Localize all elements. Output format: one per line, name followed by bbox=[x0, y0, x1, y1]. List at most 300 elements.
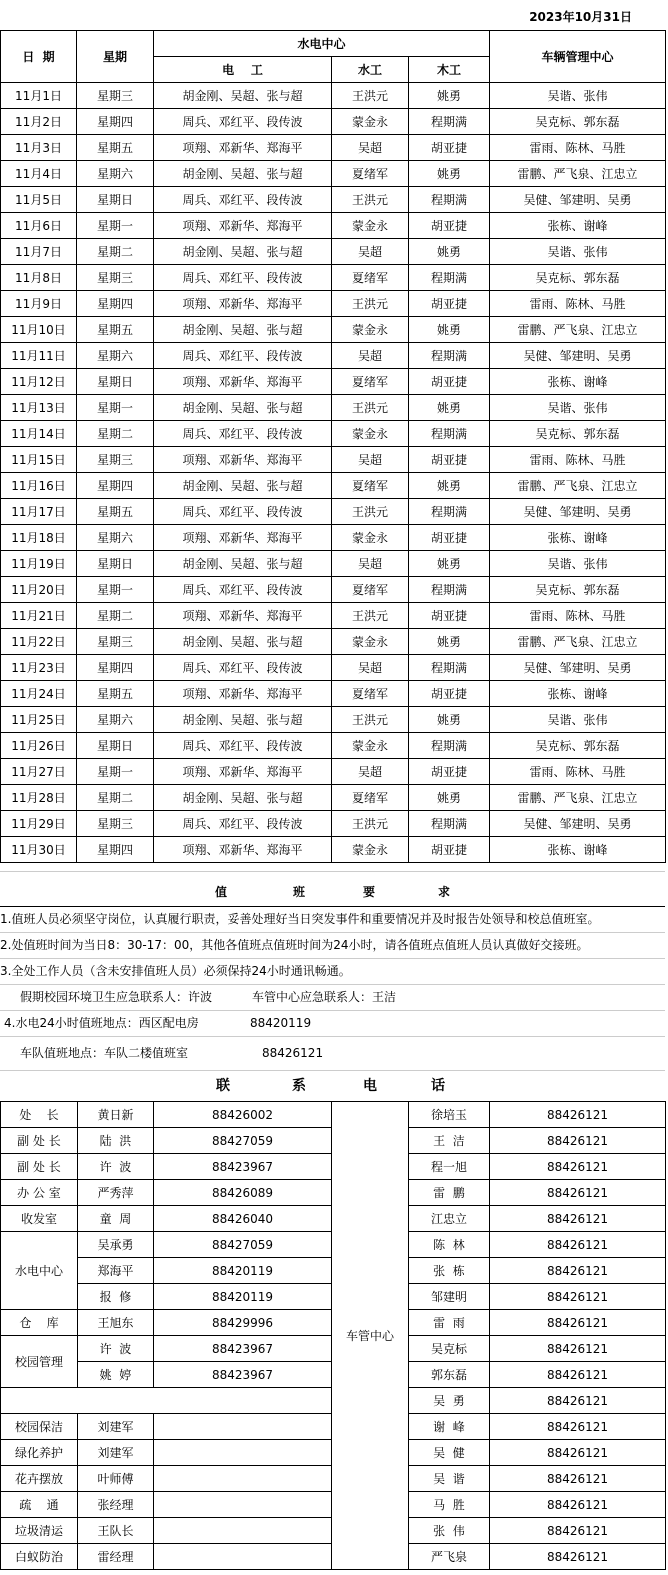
schedule-cell-electricians: 项翔、邓新华、郑海平 bbox=[154, 291, 332, 317]
vehicle-contact-phone: 88426121 bbox=[490, 1258, 666, 1284]
contact-role: 白蚁防治 bbox=[1, 1544, 78, 1570]
schedule-cell-electricians: 周兵、邓红平、段传波 bbox=[154, 655, 332, 681]
vehicle-contact-name: 马 胜 bbox=[409, 1492, 490, 1518]
schedule-cell-carpenter: 姚勇 bbox=[409, 161, 490, 187]
schedule-cell-plumber: 吴超 bbox=[332, 759, 409, 785]
contact-phone bbox=[154, 1518, 332, 1544]
schedule-cell-carpenter: 程期满 bbox=[409, 733, 490, 759]
vehicle-contact-phone: 88426121 bbox=[490, 1284, 666, 1310]
schedule-cell-weekday: 星期六 bbox=[77, 525, 154, 551]
schedule-cell-vehicle-staff: 雷雨、陈林、马胜 bbox=[490, 135, 666, 161]
schedule-cell-electricians: 周兵、邓红平、段传波 bbox=[154, 811, 332, 837]
schedule-cell-vehicle-staff: 吴谐、张伟 bbox=[490, 395, 666, 421]
schedule-cell-date: 11月24日 bbox=[1, 681, 77, 707]
vehicle-center-label: 车管中心 bbox=[332, 1102, 409, 1570]
contact-phone bbox=[154, 1544, 332, 1570]
contacts-title-char: 电 bbox=[363, 1078, 377, 1094]
contact-role: 花卉摆放 bbox=[1, 1466, 78, 1492]
schedule-cell-carpenter: 程期满 bbox=[409, 187, 490, 213]
contact-phone: 88427059 bbox=[154, 1232, 332, 1258]
vehicle-contact-phone: 88426121 bbox=[490, 1362, 666, 1388]
schedule-cell-electricians: 项翔、邓新华、郑海平 bbox=[154, 681, 332, 707]
schedule-cell-plumber: 夏绪军 bbox=[332, 265, 409, 291]
schedule-cell-carpenter: 姚勇 bbox=[409, 395, 490, 421]
contact-phone: 88426040 bbox=[154, 1206, 332, 1232]
schedule-cell-weekday: 星期二 bbox=[77, 785, 154, 811]
schedule-cell-electricians: 胡金刚、吴超、张与超 bbox=[154, 629, 332, 655]
utility-duty-location: 4.水电24小时值班地点：西区配电房 bbox=[4, 1016, 199, 1030]
contact-phone bbox=[154, 1414, 332, 1440]
schedule-cell-electricians: 周兵、邓红平、段传波 bbox=[154, 343, 332, 369]
contact-phone bbox=[154, 1492, 332, 1518]
schedule-cell-vehicle-staff: 吴健、邹建明、吴勇 bbox=[490, 343, 666, 369]
schedule-cell-weekday: 星期三 bbox=[77, 265, 154, 291]
schedule-cell-weekday: 星期日 bbox=[77, 187, 154, 213]
schedule-cell-plumber: 夏绪军 bbox=[332, 369, 409, 395]
contacts-title-char: 话 bbox=[431, 1078, 445, 1094]
schedule-cell-plumber: 王洪元 bbox=[332, 499, 409, 525]
schedule-cell-carpenter: 胡亚捷 bbox=[409, 213, 490, 239]
schedule-cell-date: 11月3日 bbox=[1, 135, 77, 161]
schedule-cell-weekday: 星期三 bbox=[77, 811, 154, 837]
fleet-duty-phone: 88426121 bbox=[262, 1046, 324, 1060]
schedule-cell-weekday: 星期五 bbox=[77, 499, 154, 525]
schedule-cell-weekday: 星期六 bbox=[77, 707, 154, 733]
contact-role: 副 处 长 bbox=[1, 1128, 78, 1154]
schedule-cell-carpenter: 姚勇 bbox=[409, 551, 490, 577]
schedule-cell-electricians: 周兵、邓红平、段传波 bbox=[154, 499, 332, 525]
schedule-row bbox=[1, 707, 666, 733]
vehicle-contact-phone: 88426121 bbox=[490, 1128, 666, 1154]
contact-name: 刘建军 bbox=[78, 1414, 154, 1440]
schedule-row bbox=[1, 395, 666, 421]
schedule-row bbox=[1, 343, 666, 369]
vehicle-contact-name: 邹建明 bbox=[409, 1284, 490, 1310]
schedule-cell-vehicle-staff: 吴健、邹建明、吴勇 bbox=[490, 499, 666, 525]
schedule-cell-electricians: 胡金刚、吴超、张与超 bbox=[154, 473, 332, 499]
schedule-cell-weekday: 星期日 bbox=[77, 551, 154, 577]
schedule-cell-weekday: 星期四 bbox=[77, 473, 154, 499]
contact-phone: 88420119 bbox=[154, 1258, 332, 1284]
vehicle-contact-name: 徐培玉 bbox=[409, 1102, 490, 1128]
schedule-cell-carpenter: 姚勇 bbox=[409, 785, 490, 811]
schedule-row bbox=[1, 109, 666, 135]
schedule-cell-date: 11月10日 bbox=[1, 317, 77, 343]
schedule-cell-date: 11月8日 bbox=[1, 265, 77, 291]
vehicle-contact-name: 雷 雨 bbox=[409, 1310, 490, 1336]
header-electrician: 电 工 bbox=[154, 57, 332, 83]
contact-name: 吴承勇 bbox=[78, 1232, 154, 1258]
requirements-title-char: 要 bbox=[363, 885, 377, 899]
schedule-cell-vehicle-staff: 吴谐、张伟 bbox=[490, 83, 666, 109]
vehicle-contact-name: 程一旭 bbox=[409, 1154, 490, 1180]
schedule-cell-vehicle-staff: 雷雨、陈林、马胜 bbox=[490, 759, 666, 785]
contacts-table bbox=[0, 1101, 666, 1570]
vehicle-contact-phone: 88426121 bbox=[490, 1388, 666, 1414]
schedule-cell-electricians: 项翔、邓新华、郑海平 bbox=[154, 213, 332, 239]
schedule-cell-carpenter: 程期满 bbox=[409, 109, 490, 135]
schedule-cell-weekday: 星期五 bbox=[77, 135, 154, 161]
schedule-cell-date: 11月27日 bbox=[1, 759, 77, 785]
schedule-row bbox=[1, 317, 666, 343]
schedule-cell-plumber: 蒙金永 bbox=[332, 629, 409, 655]
schedule-row bbox=[1, 135, 666, 161]
holiday-emergency-contact: 假期校园环境卫生应急联系人：许波 bbox=[20, 990, 213, 1004]
contact-name: 陆 洪 bbox=[78, 1128, 154, 1154]
vehicle-contact-phone: 88426121 bbox=[490, 1180, 666, 1206]
schedule-cell-vehicle-staff: 雷鹏、严飞泉、江忠立 bbox=[490, 317, 666, 343]
schedule-cell-plumber: 蒙金永 bbox=[332, 317, 409, 343]
emergency-contacts-row bbox=[0, 984, 665, 1011]
schedule-cell-date: 11月4日 bbox=[1, 161, 77, 187]
schedule-cell-electricians: 胡金刚、吴超、张与超 bbox=[154, 239, 332, 265]
contact-name: 王旭东 bbox=[78, 1310, 154, 1336]
schedule-cell-plumber: 王洪元 bbox=[332, 83, 409, 109]
vehicle-contact-name: 吴克标 bbox=[409, 1336, 490, 1362]
schedule-row bbox=[1, 187, 666, 213]
schedule-cell-plumber: 王洪元 bbox=[332, 395, 409, 421]
utility-duty-location-row bbox=[0, 1010, 665, 1037]
contact-name: 童 周 bbox=[78, 1206, 154, 1232]
schedule-cell-date: 11月9日 bbox=[1, 291, 77, 317]
schedule-cell-carpenter: 姚勇 bbox=[409, 317, 490, 343]
schedule-cell-weekday: 星期三 bbox=[77, 629, 154, 655]
schedule-cell-date: 11月1日 bbox=[1, 83, 77, 109]
schedule-cell-carpenter: 姚勇 bbox=[409, 629, 490, 655]
schedule-cell-weekday: 星期一 bbox=[77, 577, 154, 603]
header-date: 日 期 bbox=[1, 31, 77, 83]
contact-role: 收发室 bbox=[1, 1206, 78, 1232]
schedule-cell-weekday: 星期二 bbox=[77, 421, 154, 447]
schedule-cell-vehicle-staff: 雷雨、陈林、马胜 bbox=[490, 603, 666, 629]
schedule-cell-electricians: 胡金刚、吴超、张与超 bbox=[154, 161, 332, 187]
schedule-cell-carpenter: 姚勇 bbox=[409, 239, 490, 265]
schedule-cell-vehicle-staff: 吴谐、张伟 bbox=[490, 551, 666, 577]
schedule-cell-weekday: 星期日 bbox=[77, 369, 154, 395]
schedule-cell-plumber: 夏绪军 bbox=[332, 473, 409, 499]
schedule-cell-vehicle-staff: 吴健、邹建明、吴勇 bbox=[490, 811, 666, 837]
vehicle-contact-phone: 88426121 bbox=[490, 1492, 666, 1518]
vehicle-contact-phone: 88426121 bbox=[490, 1440, 666, 1466]
schedule-cell-date: 11月16日 bbox=[1, 473, 77, 499]
contact-name: 王队长 bbox=[78, 1518, 154, 1544]
requirements-title-char: 班 bbox=[293, 885, 307, 899]
schedule-cell-carpenter: 胡亚捷 bbox=[409, 759, 490, 785]
schedule-cell-carpenter: 程期满 bbox=[409, 421, 490, 447]
schedule-cell-plumber: 王洪元 bbox=[332, 707, 409, 733]
vehicle-contact-phone: 88426121 bbox=[490, 1232, 666, 1258]
contacts-title-char: 联 bbox=[216, 1078, 230, 1094]
schedule-cell-date: 11月28日 bbox=[1, 785, 77, 811]
fleet-duty-location: 车队值班地点：车队二楼值班室 bbox=[20, 1046, 189, 1060]
schedule-cell-weekday: 星期三 bbox=[77, 83, 154, 109]
schedule-cell-date: 11月18日 bbox=[1, 525, 77, 551]
schedule-cell-plumber: 夏绪军 bbox=[332, 681, 409, 707]
schedule-cell-vehicle-staff: 雷雨、陈林、马胜 bbox=[490, 447, 666, 473]
schedule-cell-electricians: 胡金刚、吴超、张与超 bbox=[154, 707, 332, 733]
schedule-cell-carpenter: 程期满 bbox=[409, 655, 490, 681]
schedule-cell-date: 11月20日 bbox=[1, 577, 77, 603]
schedule-cell-vehicle-staff: 吴谐、张伟 bbox=[490, 239, 666, 265]
contact-phone: 88423967 bbox=[154, 1362, 332, 1388]
document-date: 2023年10月31日 bbox=[529, 10, 632, 24]
schedule-cell-weekday: 星期日 bbox=[77, 733, 154, 759]
contact-name: 雷经理 bbox=[78, 1544, 154, 1570]
schedule-cell-plumber: 吴超 bbox=[332, 655, 409, 681]
schedule-row bbox=[1, 213, 666, 239]
schedule-cell-weekday: 星期四 bbox=[77, 291, 154, 317]
schedule-cell-electricians: 周兵、邓红平、段传波 bbox=[154, 421, 332, 447]
date-header bbox=[0, 0, 668, 30]
schedule-cell-weekday: 星期四 bbox=[77, 655, 154, 681]
schedule-cell-electricians: 周兵、邓红平、段传波 bbox=[154, 109, 332, 135]
schedule-cell-vehicle-staff: 吴克标、郭东磊 bbox=[490, 421, 666, 447]
schedule-cell-date: 11月17日 bbox=[1, 499, 77, 525]
schedule-cell-date: 11月15日 bbox=[1, 447, 77, 473]
fleet-duty-location-row bbox=[0, 1036, 665, 1071]
schedule-row bbox=[1, 733, 666, 759]
contact-role: 疏 通 bbox=[1, 1492, 78, 1518]
requirement-item: 1.值班人员必须坚守岗位，认真履行职责，妥善处理好当日突发事件和重要情况并及时报告处领导和校总值班室。 bbox=[0, 906, 665, 933]
schedule-row bbox=[1, 785, 666, 811]
schedule-row bbox=[1, 655, 666, 681]
schedule-cell-plumber: 吴超 bbox=[332, 551, 409, 577]
vehicle-contact-phone: 88426121 bbox=[490, 1206, 666, 1232]
contact-role: 校园保洁 bbox=[1, 1414, 78, 1440]
schedule-cell-date: 11月13日 bbox=[1, 395, 77, 421]
schedule-row bbox=[1, 603, 666, 629]
schedule-row bbox=[1, 759, 666, 785]
schedule-cell-weekday: 星期五 bbox=[77, 681, 154, 707]
contact-name: 许 波 bbox=[78, 1154, 154, 1180]
schedule-cell-carpenter: 程期满 bbox=[409, 343, 490, 369]
requirements-title-char: 值 bbox=[215, 885, 229, 899]
vehicle-contact-name: 郭东磊 bbox=[409, 1362, 490, 1388]
schedule-cell-weekday: 星期四 bbox=[77, 109, 154, 135]
schedule-cell-date: 11月22日 bbox=[1, 629, 77, 655]
contact-name: 张经理 bbox=[78, 1492, 154, 1518]
contact-phone: 88426089 bbox=[154, 1180, 332, 1206]
schedule-cell-date: 11月26日 bbox=[1, 733, 77, 759]
vehicle-contact-name: 张 伟 bbox=[409, 1518, 490, 1544]
contact-role: 仓 库 bbox=[1, 1310, 78, 1336]
schedule-row bbox=[1, 369, 666, 395]
header-vehicle-center: 车辆管理中心 bbox=[490, 31, 666, 83]
schedule-cell-vehicle-staff: 吴健、邹建明、吴勇 bbox=[490, 187, 666, 213]
vehicle-contact-name: 张 栋 bbox=[409, 1258, 490, 1284]
schedule-cell-electricians: 项翔、邓新华、郑海平 bbox=[154, 135, 332, 161]
contact-empty-cell bbox=[1, 1388, 332, 1414]
vehicle-contact-name: 王 洁 bbox=[409, 1128, 490, 1154]
schedule-cell-carpenter: 程期满 bbox=[409, 577, 490, 603]
schedule-cell-date: 11月19日 bbox=[1, 551, 77, 577]
contact-role: 绿化养护 bbox=[1, 1440, 78, 1466]
vehicle-contact-name: 陈 林 bbox=[409, 1232, 490, 1258]
contact-role: 校园管理 bbox=[1, 1336, 78, 1388]
requirements-title bbox=[0, 878, 665, 907]
schedule-cell-vehicle-staff: 张栋、谢峰 bbox=[490, 837, 666, 863]
schedule-cell-electricians: 项翔、邓新华、郑海平 bbox=[154, 837, 332, 863]
schedule-cell-carpenter: 姚勇 bbox=[409, 473, 490, 499]
schedule-cell-vehicle-staff: 雷鹏、严飞泉、江忠立 bbox=[490, 473, 666, 499]
schedule-cell-electricians: 周兵、邓红平、段传波 bbox=[154, 265, 332, 291]
vehicle-contact-name: 江忠立 bbox=[409, 1206, 490, 1232]
schedule-cell-electricians: 胡金刚、吴超、张与超 bbox=[154, 551, 332, 577]
schedule-cell-electricians: 项翔、邓新华、郑海平 bbox=[154, 525, 332, 551]
vehicle-contact-phone: 88426121 bbox=[490, 1154, 666, 1180]
schedule-row bbox=[1, 811, 666, 837]
schedule-cell-vehicle-staff: 雷雨、陈林、马胜 bbox=[490, 291, 666, 317]
schedule-cell-carpenter: 姚勇 bbox=[409, 707, 490, 733]
schedule-cell-vehicle-staff: 吴克标、郭东磊 bbox=[490, 265, 666, 291]
schedule-cell-electricians: 胡金刚、吴超、张与超 bbox=[154, 785, 332, 811]
schedule-cell-carpenter: 胡亚捷 bbox=[409, 291, 490, 317]
vehicle-contact-phone: 88426121 bbox=[490, 1414, 666, 1440]
schedule-cell-date: 11月30日 bbox=[1, 837, 77, 863]
schedule-cell-plumber: 王洪元 bbox=[332, 187, 409, 213]
schedule-cell-weekday: 星期二 bbox=[77, 603, 154, 629]
schedule-row bbox=[1, 421, 666, 447]
schedule-cell-date: 11月21日 bbox=[1, 603, 77, 629]
schedule-cell-plumber: 夏绪军 bbox=[332, 577, 409, 603]
contact-role: 垃圾清运 bbox=[1, 1518, 78, 1544]
contact-phone: 88420119 bbox=[154, 1284, 332, 1310]
schedule-cell-weekday: 星期二 bbox=[77, 239, 154, 265]
schedule-cell-plumber: 蒙金永 bbox=[332, 525, 409, 551]
schedule-row bbox=[1, 629, 666, 655]
schedule-cell-vehicle-staff: 吴克标、郭东磊 bbox=[490, 733, 666, 759]
requirements-title-char: 求 bbox=[438, 885, 452, 899]
schedule-cell-date: 11月14日 bbox=[1, 421, 77, 447]
vehicle-contact-name: 谢 峰 bbox=[409, 1414, 490, 1440]
contact-role: 水电中心 bbox=[1, 1232, 78, 1310]
schedule-cell-date: 11月23日 bbox=[1, 655, 77, 681]
vehicle-emergency-contact: 车管中心应急联系人：王洁 bbox=[252, 990, 397, 1004]
schedule-cell-date: 11月6日 bbox=[1, 213, 77, 239]
schedule-cell-carpenter: 程期满 bbox=[409, 499, 490, 525]
schedule-cell-plumber: 蒙金永 bbox=[332, 837, 409, 863]
schedule-cell-carpenter: 姚勇 bbox=[409, 83, 490, 109]
utility-duty-phone: 88420119 bbox=[250, 1016, 312, 1030]
vehicle-contact-name: 吴 勇 bbox=[409, 1388, 490, 1414]
vehicle-contact-phone: 88426121 bbox=[490, 1102, 666, 1128]
schedule-cell-electricians: 项翔、邓新华、郑海平 bbox=[154, 759, 332, 785]
schedule-cell-electricians: 项翔、邓新华、郑海平 bbox=[154, 603, 332, 629]
vehicle-contact-phone: 88426121 bbox=[490, 1544, 666, 1570]
schedule-row bbox=[1, 577, 666, 603]
schedule-cell-plumber: 吴超 bbox=[332, 239, 409, 265]
schedule-row bbox=[1, 681, 666, 707]
schedule-cell-date: 11月2日 bbox=[1, 109, 77, 135]
schedule-cell-vehicle-staff: 张栋、谢峰 bbox=[490, 681, 666, 707]
contact-name: 郑海平 bbox=[78, 1258, 154, 1284]
requirement-item: 3.全处工作人员（含未安排值班人员）必须保持24小时通讯畅通。 bbox=[0, 958, 665, 985]
schedule-row bbox=[1, 161, 666, 187]
header-carpenter: 木工 bbox=[409, 57, 490, 83]
schedule-row bbox=[1, 837, 666, 863]
header-plumber: 水工 bbox=[332, 57, 409, 83]
schedule-cell-electricians: 周兵、邓红平、段传波 bbox=[154, 577, 332, 603]
contact-phone: 88423967 bbox=[154, 1336, 332, 1362]
schedule-cell-vehicle-staff: 张栋、谢峰 bbox=[490, 525, 666, 551]
schedule-cell-weekday: 星期五 bbox=[77, 317, 154, 343]
duty-requirements bbox=[0, 871, 665, 1072]
schedule-cell-date: 11月11日 bbox=[1, 343, 77, 369]
schedule-cell-plumber: 吴超 bbox=[332, 343, 409, 369]
schedule-cell-vehicle-staff: 吴克标、郭东磊 bbox=[490, 577, 666, 603]
schedule-row bbox=[1, 447, 666, 473]
schedule-row bbox=[1, 473, 666, 499]
schedule-cell-weekday: 星期三 bbox=[77, 447, 154, 473]
schedule-cell-carpenter: 胡亚捷 bbox=[409, 369, 490, 395]
schedule-cell-carpenter: 胡亚捷 bbox=[409, 135, 490, 161]
schedule-cell-electricians: 周兵、邓红平、段传波 bbox=[154, 733, 332, 759]
schedule-row bbox=[1, 265, 666, 291]
schedule-cell-electricians: 项翔、邓新华、郑海平 bbox=[154, 369, 332, 395]
contact-role: 处 长 bbox=[1, 1102, 78, 1128]
contacts-title-char: 系 bbox=[292, 1078, 306, 1094]
vehicle-contact-name: 吴 健 bbox=[409, 1440, 490, 1466]
schedule-cell-weekday: 星期六 bbox=[77, 343, 154, 369]
schedule-cell-weekday: 星期一 bbox=[77, 759, 154, 785]
schedule-cell-vehicle-staff: 雷鹏、严飞泉、江忠立 bbox=[490, 629, 666, 655]
schedule-cell-carpenter: 胡亚捷 bbox=[409, 525, 490, 551]
schedule-cell-vehicle-staff: 张栋、谢峰 bbox=[490, 369, 666, 395]
contact-name: 黄日新 bbox=[78, 1102, 154, 1128]
schedule-cell-carpenter: 胡亚捷 bbox=[409, 681, 490, 707]
schedule-cell-plumber: 蒙金永 bbox=[332, 733, 409, 759]
vehicle-contact-name: 雷 鹏 bbox=[409, 1180, 490, 1206]
schedule-row bbox=[1, 525, 666, 551]
schedule-row bbox=[1, 291, 666, 317]
vehicle-contact-name: 吴 谐 bbox=[409, 1466, 490, 1492]
header-utility-center: 水电中心 bbox=[154, 31, 490, 57]
schedule-cell-weekday: 星期一 bbox=[77, 395, 154, 421]
schedule-cell-plumber: 蒙金永 bbox=[332, 421, 409, 447]
schedule-row bbox=[1, 551, 666, 577]
schedule-cell-vehicle-staff: 吴谐、张伟 bbox=[490, 707, 666, 733]
schedule-cell-plumber: 蒙金永 bbox=[332, 213, 409, 239]
schedule-cell-plumber: 王洪元 bbox=[332, 811, 409, 837]
schedule-row bbox=[1, 499, 666, 525]
schedule-cell-vehicle-staff: 雷鹏、严飞泉、江忠立 bbox=[490, 161, 666, 187]
schedule-cell-date: 11月12日 bbox=[1, 369, 77, 395]
schedule-cell-carpenter: 胡亚捷 bbox=[409, 447, 490, 473]
schedule-cell-carpenter: 胡亚捷 bbox=[409, 603, 490, 629]
schedule-cell-plumber: 吴超 bbox=[332, 447, 409, 473]
schedule-cell-date: 11月29日 bbox=[1, 811, 77, 837]
contact-name: 刘建军 bbox=[78, 1440, 154, 1466]
vehicle-contact-phone: 88426121 bbox=[490, 1466, 666, 1492]
contact-role: 办 公 室 bbox=[1, 1180, 78, 1206]
schedule-cell-plumber: 夏绪军 bbox=[332, 785, 409, 811]
contact-phone: 88426002 bbox=[154, 1102, 332, 1128]
duty-schedule-table bbox=[0, 30, 666, 863]
contact-name: 严秀萍 bbox=[78, 1180, 154, 1206]
schedule-cell-vehicle-staff: 张栋、谢峰 bbox=[490, 213, 666, 239]
schedule-cell-date: 11月7日 bbox=[1, 239, 77, 265]
contact-phone bbox=[154, 1466, 332, 1492]
schedule-cell-electricians: 项翔、邓新华、郑海平 bbox=[154, 447, 332, 473]
schedule-cell-plumber: 王洪元 bbox=[332, 291, 409, 317]
schedule-cell-date: 11月25日 bbox=[1, 707, 77, 733]
contact-role: 副 处 长 bbox=[1, 1154, 78, 1180]
schedule-cell-weekday: 星期一 bbox=[77, 213, 154, 239]
schedule-cell-vehicle-staff: 吴克标、郭东磊 bbox=[490, 109, 666, 135]
schedule-cell-plumber: 夏绪军 bbox=[332, 161, 409, 187]
vehicle-contact-phone: 88426121 bbox=[490, 1310, 666, 1336]
schedule-row bbox=[1, 239, 666, 265]
